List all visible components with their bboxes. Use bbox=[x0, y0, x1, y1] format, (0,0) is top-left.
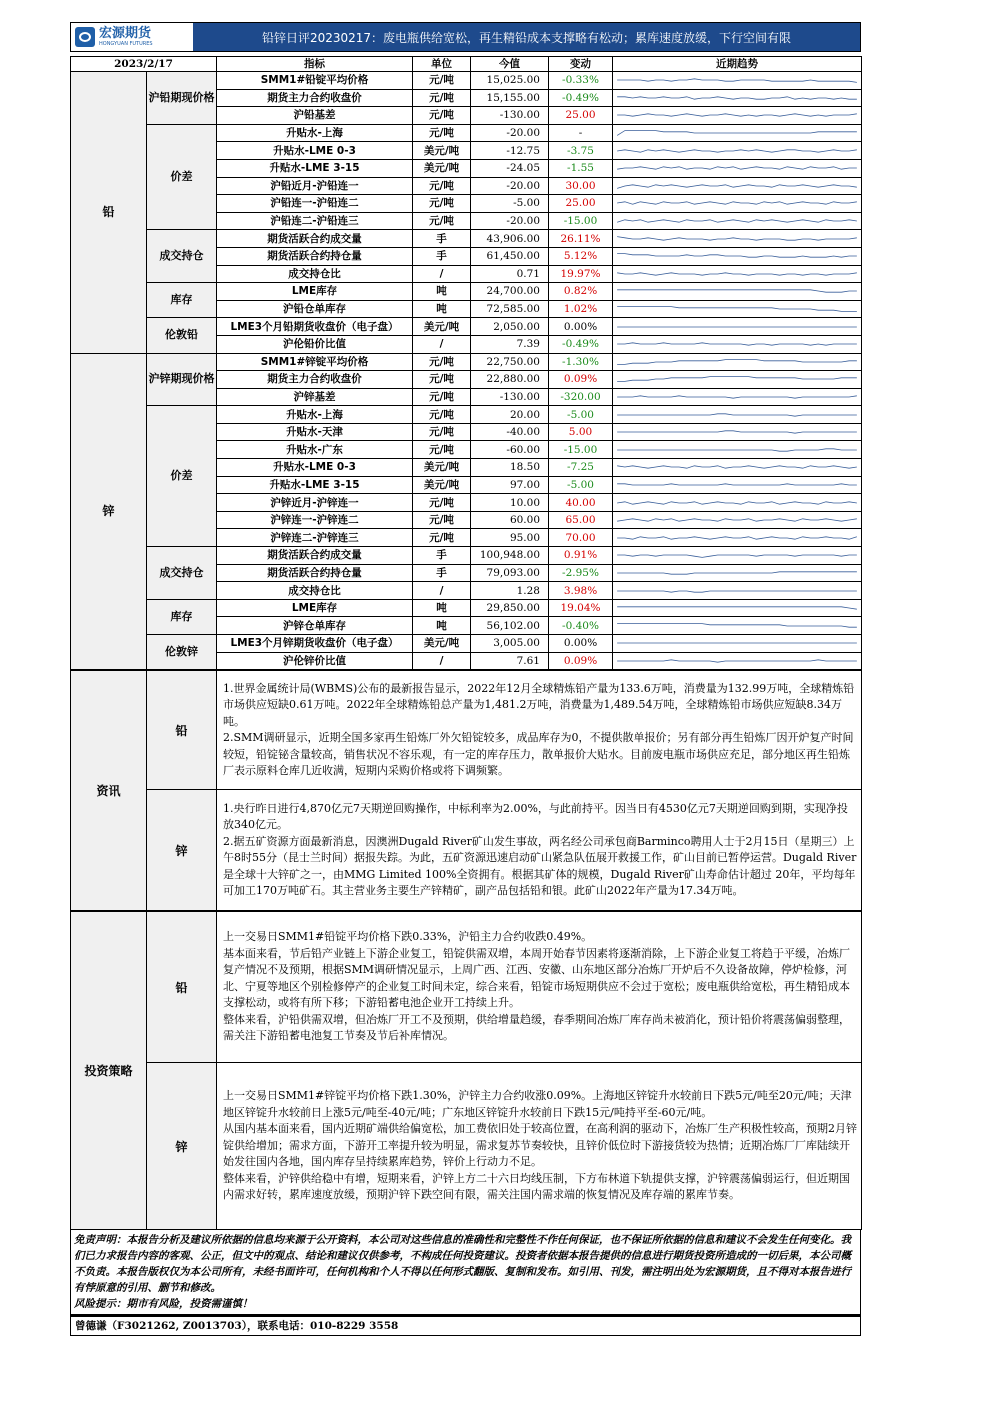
trend-cell bbox=[613, 159, 862, 177]
trend-line bbox=[617, 307, 857, 312]
trend-cell bbox=[613, 423, 862, 441]
trend-line bbox=[617, 519, 857, 521]
change-value: -0.49% bbox=[549, 335, 613, 353]
trend-line bbox=[617, 359, 857, 364]
trend-cell bbox=[613, 564, 862, 582]
indicator-name: SMM1#锌锭平均价格 bbox=[217, 353, 413, 371]
trend-sparkline bbox=[613, 407, 861, 423]
trend-sparkline bbox=[613, 283, 861, 299]
trend-sparkline bbox=[613, 354, 861, 370]
change-value: -15.00 bbox=[549, 441, 613, 459]
unit-cell: 元/吨 bbox=[413, 371, 471, 389]
change-value: 3.98% bbox=[549, 582, 613, 600]
indicator-name: 升贴水-LME 3-15 bbox=[217, 476, 413, 494]
unit-cell: / bbox=[413, 582, 471, 600]
trend-sparkline bbox=[613, 90, 861, 106]
trend-sparkline bbox=[613, 336, 861, 352]
today-value: 22,880.00 bbox=[471, 371, 549, 389]
strategy-lead-label: 铅 bbox=[147, 912, 217, 1063]
trend-cell bbox=[613, 617, 862, 635]
trend-sparkline bbox=[613, 195, 861, 211]
indicator-name: 升贴水-LME 0-3 bbox=[217, 459, 413, 477]
trend-line bbox=[617, 149, 857, 151]
today-value: -5.00 bbox=[471, 195, 549, 213]
trend-sparkline bbox=[613, 266, 861, 282]
news-zinc-p1: 1.央行昨日进行4,870亿元7天期逆回购操作，中标利率为2.00%，与此前持平。因当日有4530亿元7天期逆回购到期，实现净投放340亿元。 bbox=[223, 801, 848, 832]
trend-cell bbox=[613, 459, 862, 477]
today-value: 24,700.00 bbox=[471, 283, 549, 301]
trend-cell bbox=[613, 529, 862, 547]
group-label: 伦敦锌 bbox=[147, 635, 217, 670]
unit-cell: 元/吨 bbox=[413, 388, 471, 406]
table-row bbox=[71, 547, 862, 565]
news-lead-text bbox=[217, 671, 862, 790]
unit-cell: 美元/吨 bbox=[413, 142, 471, 160]
trend-sparkline bbox=[613, 319, 861, 335]
change-value: 1.02% bbox=[549, 300, 613, 318]
trend-sparkline bbox=[613, 248, 861, 264]
news-lead-p2: 2.SMM调研显示，近期全国多家再生铅炼厂外欠铅锭较多，成品库存为0，不提供散单报价；另有部分再生铅炼厂因开炉复产时间较短，铅锭铋含量较高，销售状况不容乐观，有一定的库存压力，散单报价大贴水。目前废电瓶市场供应充足，部分地区再生铅炼厂表示原料仓库几近收满，短期内采购价格或将下调频繁。 bbox=[223, 731, 854, 778]
today-value: -130.00 bbox=[471, 388, 549, 406]
trend-line bbox=[617, 623, 857, 627]
trend-cell bbox=[613, 283, 862, 301]
trend-sparkline bbox=[613, 530, 861, 546]
trend-sparkline bbox=[613, 635, 861, 651]
header-indicator: 指标 bbox=[217, 57, 413, 72]
trend-sparkline bbox=[613, 72, 861, 88]
indicator-name: 沪锌近月-沪锌连一 bbox=[217, 494, 413, 512]
today-value: 95.00 bbox=[471, 529, 549, 547]
trend-line bbox=[617, 591, 857, 592]
indicator-name: 沪铅连二-沪铅连三 bbox=[217, 212, 413, 230]
strategy-lead-text bbox=[217, 912, 862, 1063]
trend-cell bbox=[613, 441, 862, 459]
trend-cell bbox=[613, 511, 862, 529]
strategy-label: 投资策略 bbox=[71, 912, 147, 1230]
unit-cell: 美元/吨 bbox=[413, 159, 471, 177]
trend-cell bbox=[613, 212, 862, 230]
today-value: 7.61 bbox=[471, 652, 549, 670]
trend-sparkline bbox=[613, 653, 861, 669]
today-value: -20.00 bbox=[471, 177, 549, 195]
today-value: 0.71 bbox=[471, 265, 549, 283]
unit-cell: 元/吨 bbox=[413, 353, 471, 371]
zinc-section-label: 锌 bbox=[71, 353, 147, 670]
strategy-zinc-p3: 整体来看，沪锌供给稳中有增，短期来看，沪锌上方二十六日均线压制，下方布林道下轨提供支撑，沪锌震荡偏弱运行，但近期国内需求好转，累库速度放缓，预期沪锌下跌空间有限，需关注国内需求端的恢复情况及库存端的累库节奏。 bbox=[223, 1171, 850, 1202]
change-value: 70.00 bbox=[549, 529, 613, 547]
today-value: 15,155.00 bbox=[471, 89, 549, 107]
change-value: -2.95% bbox=[549, 564, 613, 582]
indicator-name: 期货活跃合约成交量 bbox=[217, 547, 413, 565]
unit-cell: 美元/吨 bbox=[413, 459, 471, 477]
indicator-name: 成交持仓比 bbox=[217, 582, 413, 600]
news-lead-label: 铅 bbox=[147, 671, 217, 790]
change-value: 5.12% bbox=[549, 247, 613, 265]
analyst-contact: 曾德谦（F3021262, Z0013703），联系电话：010-8229 3558 bbox=[70, 1315, 861, 1336]
change-value: 5.00 bbox=[549, 423, 613, 441]
group-label: 价差 bbox=[147, 406, 217, 547]
trend-line bbox=[617, 273, 857, 275]
table-row bbox=[71, 72, 862, 90]
trend-line bbox=[617, 343, 857, 345]
change-value: -5.00 bbox=[549, 476, 613, 494]
table-row bbox=[71, 599, 862, 617]
trend-sparkline bbox=[613, 565, 861, 581]
indicator-name: 升贴水-LME 3-15 bbox=[217, 159, 413, 177]
trend-sparkline bbox=[613, 583, 861, 599]
trend-cell bbox=[613, 89, 862, 107]
indicator-name: LME库存 bbox=[217, 283, 413, 301]
trend-line bbox=[617, 114, 857, 116]
trend-sparkline bbox=[613, 389, 861, 405]
indicator-name: 期货活跃合约持仓量 bbox=[217, 247, 413, 265]
trend-sparkline bbox=[613, 459, 861, 475]
indicator-name: 升贴水-上海 bbox=[217, 406, 413, 424]
change-value: -0.49% bbox=[549, 89, 613, 107]
logo-cn: 宏源期货 bbox=[99, 26, 152, 41]
change-value: 25.00 bbox=[549, 107, 613, 125]
trend-cell bbox=[613, 265, 862, 283]
news-zinc-label: 锌 bbox=[147, 790, 217, 911]
trend-line bbox=[617, 377, 857, 382]
indicator-name: 升贴水-上海 bbox=[217, 124, 413, 142]
header-date: 2023/2/17 bbox=[71, 57, 217, 72]
change-value: -7.25 bbox=[549, 459, 613, 477]
trend-line bbox=[617, 572, 857, 574]
header-today: 今值 bbox=[471, 57, 549, 72]
change-value: 0.09% bbox=[549, 371, 613, 389]
trend-cell bbox=[613, 353, 862, 371]
header-unit: 单位 bbox=[413, 57, 471, 72]
change-value: 0.91% bbox=[549, 547, 613, 565]
trend-cell bbox=[613, 494, 862, 512]
trend-cell bbox=[613, 582, 862, 600]
change-value: 19.04% bbox=[549, 599, 613, 617]
change-value: -1.30% bbox=[549, 353, 613, 371]
indicator-name: 沪锌连一-沪锌连二 bbox=[217, 511, 413, 529]
indicator-name: 沪锌基差 bbox=[217, 388, 413, 406]
table-row bbox=[71, 124, 862, 142]
change-value: 0.00% bbox=[549, 635, 613, 653]
unit-cell: 吨 bbox=[413, 283, 471, 301]
company-logo bbox=[71, 23, 193, 51]
unit-cell: 元/吨 bbox=[413, 107, 471, 125]
trend-cell bbox=[613, 107, 862, 125]
change-value: 19.97% bbox=[549, 265, 613, 283]
group-label: 库存 bbox=[147, 599, 217, 634]
trend-line bbox=[617, 484, 857, 485]
trend-line bbox=[617, 290, 857, 292]
logo-en: HONGYUAN FUTURES bbox=[99, 41, 153, 47]
today-value: 79,093.00 bbox=[471, 564, 549, 582]
indicator-name: LME3个月铅期货收盘价（电子盘） bbox=[217, 318, 413, 336]
group-label: 库存 bbox=[147, 283, 217, 318]
report-page bbox=[70, 22, 861, 1336]
unit-cell: 吨 bbox=[413, 300, 471, 318]
change-value: -0.40% bbox=[549, 617, 613, 635]
strategy-lead-p3: 整体来看，沪铅供需双增，但冶炼厂开工不及预期，供给增量趋缓，春季期间冶炼厂库存尚未被消化，预计铅价将震荡偏弱整理，需关注下游铅蓄电池复工节奏及节后补库情况。 bbox=[223, 1012, 850, 1043]
today-value: 56,102.00 bbox=[471, 617, 549, 635]
today-value: 18.50 bbox=[471, 459, 549, 477]
trend-line bbox=[617, 396, 857, 398]
table-row bbox=[71, 230, 862, 248]
strategy-lead-p2: 基本面来看，节后铅产业链上下游企业复工，铅锭供需双增，本周开始春节因素将逐渐消除，上下游企业复工将趋于平缓，冶炼厂复产情况不及预期，根据SMM调研情况显示，上周广西、江西、安徽、山东地区部分冶炼厂开炉后不久设备故障，停炉检修，河北、宁夏等地区个别检修停产的企业复工时间未定，综合来看，铅锭市场短期供应不会过于宽松；废电瓶供给宽松，再生精铅成本支撑松动，或将有所下移；下游铅蓄电池企业开工持续上升。 bbox=[223, 946, 850, 1010]
unit-cell: 美元/吨 bbox=[413, 635, 471, 653]
indicator-name: 期货主力合约收盘价 bbox=[217, 371, 413, 389]
indicator-name: 沪伦锌价比值 bbox=[217, 652, 413, 670]
trend-cell bbox=[613, 247, 862, 265]
trend-cell bbox=[613, 300, 862, 318]
table-row bbox=[71, 283, 862, 301]
trend-cell bbox=[613, 142, 862, 160]
group-label: 价差 bbox=[147, 124, 217, 230]
unit-cell: 元/吨 bbox=[413, 72, 471, 90]
indicator-name: 沪锌连二-沪锌连三 bbox=[217, 529, 413, 547]
change-value: 26.11% bbox=[549, 230, 613, 248]
report-banner bbox=[70, 22, 861, 52]
trend-sparkline bbox=[613, 442, 861, 458]
unit-cell: 元/吨 bbox=[413, 529, 471, 547]
trend-sparkline bbox=[613, 495, 861, 511]
unit-cell: 美元/吨 bbox=[413, 318, 471, 336]
today-value: 1.28 bbox=[471, 582, 549, 600]
trend-sparkline bbox=[613, 301, 861, 317]
table-row bbox=[71, 353, 862, 371]
header-change: 变动 bbox=[549, 57, 613, 72]
unit-cell: 元/吨 bbox=[413, 441, 471, 459]
indicator-name: 沪锌仓单库存 bbox=[217, 617, 413, 635]
trend-cell bbox=[613, 406, 862, 424]
today-value: 29,850.00 bbox=[471, 599, 549, 617]
trend-cell bbox=[613, 177, 862, 195]
trend-line bbox=[617, 236, 857, 240]
change-value: -3.75 bbox=[549, 142, 613, 160]
disclaimer-block bbox=[70, 1230, 861, 1315]
unit-cell: 吨 bbox=[413, 599, 471, 617]
trend-cell bbox=[613, 599, 862, 617]
today-value: 60.00 bbox=[471, 511, 549, 529]
trend-sparkline bbox=[613, 477, 861, 493]
trend-sparkline bbox=[613, 371, 861, 387]
table-row bbox=[71, 318, 862, 336]
trend-sparkline bbox=[613, 600, 861, 616]
group-label: 沪锌期现价格 bbox=[147, 353, 217, 406]
today-value: 7.39 bbox=[471, 335, 549, 353]
trend-sparkline bbox=[613, 107, 861, 123]
header-trend: 近期趋势 bbox=[613, 57, 862, 72]
trend-cell bbox=[613, 547, 862, 565]
unit-cell: 手 bbox=[413, 564, 471, 582]
today-value: 22,750.00 bbox=[471, 353, 549, 371]
today-value: 43,906.00 bbox=[471, 230, 549, 248]
trend-line bbox=[617, 167, 857, 169]
today-value: 15,025.00 bbox=[471, 72, 549, 90]
news-table bbox=[70, 670, 862, 911]
today-value: 100,948.00 bbox=[471, 547, 549, 565]
indicator-name: 沪铅连一-沪铅连二 bbox=[217, 195, 413, 213]
change-value: 65.00 bbox=[549, 511, 613, 529]
today-value: -12.75 bbox=[471, 142, 549, 160]
trend-line bbox=[617, 220, 857, 222]
news-zinc-p2: 2.据五矿资源方面最新消息，因澳洲Dugald River矿山发生事故，两名经公司承包商Barminco聘用人士于2月15日（星期三）上午8时55分（昆士兰时间）据报失踪。为此，五矿资源迅速启动矿山紧急队伍展开救援工作，矿山目前已暂停运营。Dugald River是全球十大锌矿之一，由MMG Limited 100%全资拥有。根据其矿体的规模，Dugald River矿山寿命估计超过 20年，平均每年可加工170万吨矿石。其主营业务主要生产锌精矿，副产品包括铅和银。此矿山2022年产量为17.34万吨。 bbox=[223, 834, 857, 898]
change-value: 0.00% bbox=[549, 318, 613, 336]
strategy-zinc-p1: 上一交易日SMM1#锌锭平均价格下跌1.30%，沪锌主力合约收涨0.09%。上海地区锌锭升水较前日下跌5元/吨至20元/吨；天津地区锌锭升水较前日上涨5元/吨至-40元/吨；广东地区锌锭升水较前日下跌15元/吨持平至-60元/吨。 bbox=[223, 1089, 852, 1119]
trend-cell bbox=[613, 230, 862, 248]
change-value: 0.82% bbox=[549, 283, 613, 301]
group-label: 成交持仓 bbox=[147, 547, 217, 600]
group-label: 沪铅期现价格 bbox=[147, 72, 217, 125]
indicator-name: 升贴水-LME 0-3 bbox=[217, 142, 413, 160]
strategy-zinc-p2: 从国内基本面来看，国内近期矿端供给偏宽松，加工费依旧处于较高位置，在高利润的驱动下，冶炼厂生产积极性较高，预期2月锌锭供给增加；需求方面，下游开工率提升较为明显，需求复苏节奏较快，且锌价低位时下游接货较为热情；近期冶炼厂厂库陆续开始发往国内各地，国内库存呈持续累库趋势，锌价上行动力不足。 bbox=[223, 1122, 857, 1169]
trend-sparkline bbox=[613, 547, 861, 563]
unit-cell: / bbox=[413, 335, 471, 353]
trend-cell bbox=[613, 195, 862, 213]
trend-line bbox=[617, 254, 857, 258]
trend-line bbox=[617, 449, 857, 451]
strategy-zinc-label: 锌 bbox=[147, 1063, 217, 1230]
unit-cell: / bbox=[413, 265, 471, 283]
trend-line bbox=[617, 660, 857, 662]
change-value: 40.00 bbox=[549, 494, 613, 512]
today-value: 10.00 bbox=[471, 494, 549, 512]
today-value: -60.00 bbox=[471, 441, 549, 459]
trend-line bbox=[617, 537, 857, 539]
strategy-table bbox=[70, 911, 862, 1230]
trend-line bbox=[617, 97, 857, 99]
trend-sparkline bbox=[613, 160, 861, 176]
trend-line bbox=[617, 555, 857, 557]
unit-cell: 元/吨 bbox=[413, 423, 471, 441]
trend-cell bbox=[613, 72, 862, 90]
logo-icon bbox=[75, 27, 95, 47]
today-value: -24.05 bbox=[471, 159, 549, 177]
indicator-name: 期货主力合约收盘价 bbox=[217, 89, 413, 107]
trend-cell bbox=[613, 476, 862, 494]
change-value: 30.00 bbox=[549, 177, 613, 195]
unit-cell: 元/吨 bbox=[413, 89, 471, 107]
today-value: -20.00 bbox=[471, 124, 549, 142]
disclaimer-text: 免责声明：本报告分析及建议所依据的信息均来源于公开资料，本公司对这些信息的准确性和完整性不作任何保证，也不保证所依据的信息和建议不会发生任何变化。我们已力求报告内容的客观、公正，但文中的观点、结论和建议仅供参考，不构成任何投资建议。投资者依据本报告提供的信息进行期货投资所造成的一切后果，本公司概不负责。本报告版权仅为本公司所有，未经书面许可，任何机构和个人不得以任何形式翻版、复制和发布。如引用、刊发，需注明出处为宏源期货，且不得对本报告进行有悖原意的引用、删节和修改。 bbox=[74, 1234, 851, 1295]
indicator-name: 沪铅基差 bbox=[217, 107, 413, 125]
lead-section-label: 铅 bbox=[71, 72, 147, 354]
indicator-name: 升贴水-天津 bbox=[217, 423, 413, 441]
indicator-name: 沪铅仓单库存 bbox=[217, 300, 413, 318]
trend-line bbox=[617, 185, 857, 189]
trend-cell bbox=[613, 388, 862, 406]
indicator-name: LME3个月锌期货收盘价（电子盘） bbox=[217, 635, 413, 653]
trend-sparkline bbox=[613, 231, 861, 247]
today-value: -130.00 bbox=[471, 107, 549, 125]
today-value: 20.00 bbox=[471, 406, 549, 424]
trend-sparkline bbox=[613, 178, 861, 194]
change-value: 0.09% bbox=[549, 652, 613, 670]
trend-line bbox=[617, 607, 857, 609]
change-value: -320.00 bbox=[549, 388, 613, 406]
change-value: 25.00 bbox=[549, 195, 613, 213]
indicator-table bbox=[70, 56, 862, 670]
strategy-lead-p1: 上一交易日SMM1#铅锭平均价格下跌0.33%，沪铅主力合约收跌0.49%。 bbox=[223, 930, 593, 944]
change-value: -15.00 bbox=[549, 212, 613, 230]
trend-sparkline bbox=[613, 618, 861, 634]
change-value: -1.55 bbox=[549, 159, 613, 177]
change-value: -0.33% bbox=[549, 72, 613, 90]
unit-cell: 手 bbox=[413, 247, 471, 265]
trend-sparkline bbox=[613, 125, 861, 141]
news-label: 资讯 bbox=[71, 671, 147, 911]
unit-cell: / bbox=[413, 652, 471, 670]
indicator-name: 沪铅近月-沪铅连一 bbox=[217, 177, 413, 195]
unit-cell: 元/吨 bbox=[413, 212, 471, 230]
group-label: 成交持仓 bbox=[147, 230, 217, 283]
trend-cell bbox=[613, 635, 862, 653]
trend-cell bbox=[613, 335, 862, 353]
today-value: 3,005.00 bbox=[471, 635, 549, 653]
trend-cell bbox=[613, 652, 862, 670]
indicator-name: 期货活跃合约成交量 bbox=[217, 230, 413, 248]
table-row bbox=[71, 635, 862, 653]
trend-cell bbox=[613, 371, 862, 389]
table-header-row bbox=[71, 57, 862, 72]
change-value: -5.00 bbox=[549, 406, 613, 424]
unit-cell: 美元/吨 bbox=[413, 476, 471, 494]
unit-cell: 手 bbox=[413, 230, 471, 248]
trend-line bbox=[617, 431, 857, 433]
trend-line bbox=[617, 79, 857, 83]
unit-cell: 元/吨 bbox=[413, 406, 471, 424]
table-row bbox=[71, 406, 862, 424]
strategy-zinc-text bbox=[217, 1063, 862, 1230]
trend-cell bbox=[613, 318, 862, 336]
risk-warning: 风险提示：期市有风险，投资需谨慎！ bbox=[74, 1298, 253, 1311]
unit-cell: 元/吨 bbox=[413, 195, 471, 213]
news-lead-p1: 1.世界金属统计局(WBMS)公布的最新报告显示，2022年12月全球精炼铅产量为133.6万吨，消费量为132.99万吨，全球精炼铅市场供应短缺0.61万吨。2022年全球精炼铅总产量为1,481.2万吨，消费量为1,489.54万吨，全球精炼铅市场供应短缺8.34万吨。 bbox=[223, 681, 855, 728]
indicator-name: 期货活跃合约持仓量 bbox=[217, 564, 413, 582]
trend-sparkline bbox=[613, 213, 861, 229]
trend-line bbox=[617, 413, 857, 415]
today-value: 97.00 bbox=[471, 476, 549, 494]
change-value: - bbox=[549, 124, 613, 142]
trend-sparkline bbox=[613, 512, 861, 528]
trend-sparkline bbox=[613, 143, 861, 159]
news-zinc-text bbox=[217, 790, 862, 911]
indicator-name: LME库存 bbox=[217, 599, 413, 617]
unit-cell: 手 bbox=[413, 547, 471, 565]
today-value: 2,050.00 bbox=[471, 318, 549, 336]
today-value: 72,585.00 bbox=[471, 300, 549, 318]
unit-cell: 元/吨 bbox=[413, 494, 471, 512]
group-label: 伦敦铅 bbox=[147, 318, 217, 353]
trend-line bbox=[617, 466, 857, 468]
trend-line bbox=[617, 202, 857, 204]
today-value: -40.00 bbox=[471, 423, 549, 441]
unit-cell: 元/吨 bbox=[413, 177, 471, 195]
indicator-name: 成交持仓比 bbox=[217, 265, 413, 283]
today-value: 61,450.00 bbox=[471, 247, 549, 265]
indicator-name: SMM1#铅锭平均价格 bbox=[217, 72, 413, 90]
indicator-name: 沪伦铅价比值 bbox=[217, 335, 413, 353]
unit-cell: 元/吨 bbox=[413, 124, 471, 142]
indicator-name: 升贴水-广东 bbox=[217, 441, 413, 459]
trend-line bbox=[617, 501, 857, 503]
trend-sparkline bbox=[613, 424, 861, 440]
report-title: 铅锌日评20230217：废电瓶供给宽松，再生精铅成本支撑略有松动；累库速度放缓，下行空间有限 bbox=[193, 23, 860, 51]
unit-cell: 吨 bbox=[413, 617, 471, 635]
today-value: -20.00 bbox=[471, 212, 549, 230]
trend-line bbox=[617, 131, 857, 136]
trend-cell bbox=[613, 124, 862, 142]
unit-cell: 元/吨 bbox=[413, 511, 471, 529]
